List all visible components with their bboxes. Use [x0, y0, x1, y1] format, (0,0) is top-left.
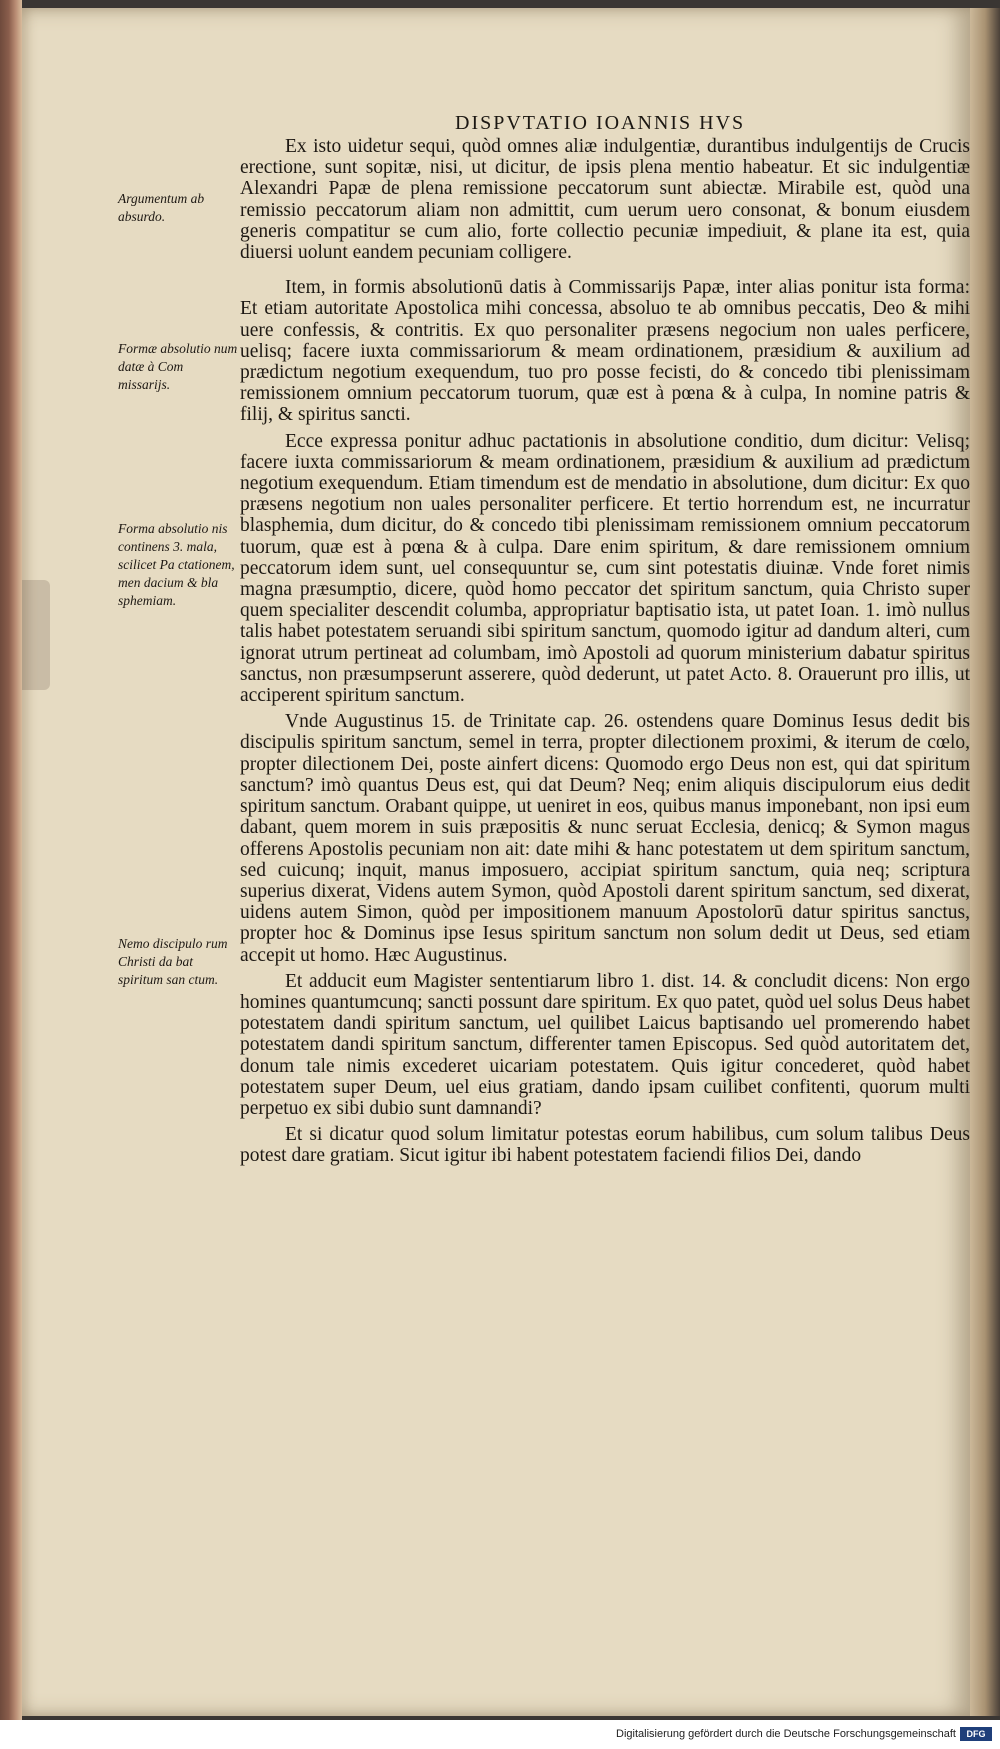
running-head: DISPVTATIO IOANNIS HVS: [455, 112, 746, 134]
paragraph-3: Ecce expressa ponitur adhuc pactationis in absolutione conditio, dum dicitur: Velisq; facere iuxta commissariorum & meam ordinationem, præsidium & auxilium ad prædictum negotium exequendum. Etiam timendum est de mendatio in absolutione, dum dicitur: Ex quo præsens negotium non uales personaliter perficere. Et tertio horrendum est, ne incurratur blasphemia, dum dicitur, do & concedo tibi plenissimam remissionem omnium peccatorum tuorum, quæ est à pœna & à culpa. Dare enim spiritum, & dare remissionem omnium peccatorum idem sunt, uel consequuntur se, cum sint potestatis diuinæ. Vnde foret nimis magna præsumptio, dicere, quòd homo peccator det spiritum sanctum, quia Christo super quem specialiter descendit columba, appropriatur baptisatio ista, ut patet Ioan. 1. imò nullus talis habet potestatem seruandi sibi spiritum sanctum, quomodo igitur ad dandum alteri, cum ignorat utrum pertineat ad columbam, imò Apostoli ad quorum ministerium dabatur spiritus sanctus, non præsumpserunt asserere, quòd dederunt, ut patet Acto. 8. Orauerunt pro illis, ut acciperent spiritum sanctum.: [240, 430, 970, 707]
book-spine-edge: [0, 0, 22, 1749]
footer-credit: Digitalisierung gefördert durch die Deutsche Forschungsgemeinschaft: [616, 1728, 956, 1740]
margin-note-nemo-discipulorum: Nemo discipulo rum Christi da bat spiritum san ctum.: [118, 936, 228, 987]
paragraph-6: Et si dicatur quod solum limitatur potestas eorum habilibus, cum solum talibus Deus potest dare gratiam. Sicut igitur ibi habent potestatem faciendi filios Dei, dando: [240, 1124, 970, 1167]
paragraph-2: Item, in formis absolutionū datis à Commissarijs Papæ, inter alias ponitur ista forma: Et etiam autoritate Apostolica mihi concessa, absoluo te ab omnibus peccatis, Deo & mihi uere confessis, & contritis. Ex quo personaliter præsens negocium non uales perficere, uelisq; facere iuxta commissariorum & meam ordinationem, præsidium & auxilium ad prædictum negotium exequendum, tuo pro posse fecisti, do & concedo tibi plenissimam remissionem omnium peccatorum tuorum, quæ est à pœna & à culpa, In nomine patris & filij, & spiritus sancti.: [240, 277, 970, 426]
margin-note-forma-absolutionis: Forma absolutio nis continens 3. mala, scilicet Pa ctationem, men dacium & bla sphemiam.: [118, 521, 235, 608]
paragraph-4: Vnde Augustinus 15. de Trinitate cap. 26. ostendens quare Dominus Iesus dedit bis discipulis spiritum sanctum, semel in terra, propter dilectionem proximi, & iterum de cœlo, propter dilectionem Dei, poste ainfert dicens: Quomodo ergo Deus non est, qui dat spiritum sanctum? imò quantus Deus est, qui dat Deum? Neq; enim aliquis discipulorum eius dedit spiritum sanctum. Orabant quippe, ut ueniret in eos, quibus manus imponebant, non ipsi eum dabant, quem morem in suis præpositis & nunc seruat Ecclesia, denicq; & Symon magus offerens Apostolis pecuniam non ait: date mihi & hanc potestatem ut dem spiritum sanctum, sed cuicunq; inquit, manus imposuero, accipiat spiritum sanctum, quia neq; scriptura superius dixerat, Videns autem Symon, quòd Apostoli darent spiritum sanctum, sed dixerat, uidens autem Simon, quòd per impositionem manuum Apostolorū datur spiritus sanctus, propter hoc & Dominus ipse Iesus spiritum sanctum non solum dedit ut Deus, sed etiam accepit ut homo. Hæc Augustinus.: [240, 711, 970, 966]
paragraph-5: Et adducit eum Magister sententiarum libro 1. dist. 14. & concludit dicens: Non ergo homines quantumcunq; sancti possunt dare spiritum. Ex quo patet, quòd uel solus Deus habet potestatem dandi spiritum sanctum, uel quilibet Laicus baptisando uel promerendo habet potestatem dandi spiritum sanctum, differenter tamen Episcopus. Sed quòd autoritatem det, donum tale nimis excederet uicariam potestatem. Quis igitur concederet, quòd habet potestatem super Deum, uel eius gratiam, dando ipsam cuilibet confitenti, quorum multi perpetuo ex sibi dubio sunt damnandi?: [240, 970, 970, 1119]
margin-note-formae-absolutionum: Formæ absolutio num datæ à Com missarijs.: [118, 341, 238, 392]
margin-note-argumentum: Argumentum ab absurdo.: [118, 191, 205, 224]
page-tab-shadow: [22, 580, 50, 690]
page-fore-edge: [970, 8, 1000, 1716]
paragraph-1: Ex isto uidetur sequi, quòd omnes aliæ indulgentiæ, durantibus indulgentijs de Crucis erectione, sunt sopitæ, nisi, ut dicitur, de ipsis plena mentio habeatur. Et sic indulgentiæ Alexandri Papæ de plena remissione peccatorum sunt abiectæ. Mirabile est, quòd una remissio peccatorum aliam non admittit, cum uerum uero consonat, & bonum eiusdem generis compatitur se cum alio, forte collectio pecuniæ impediuit, & plane ita est, quia diuersi uolunt eandem pecuniam colligere.: [240, 136, 970, 264]
body-text: [240, 136, 970, 1172]
dfg-logo: DFG: [960, 1727, 992, 1741]
